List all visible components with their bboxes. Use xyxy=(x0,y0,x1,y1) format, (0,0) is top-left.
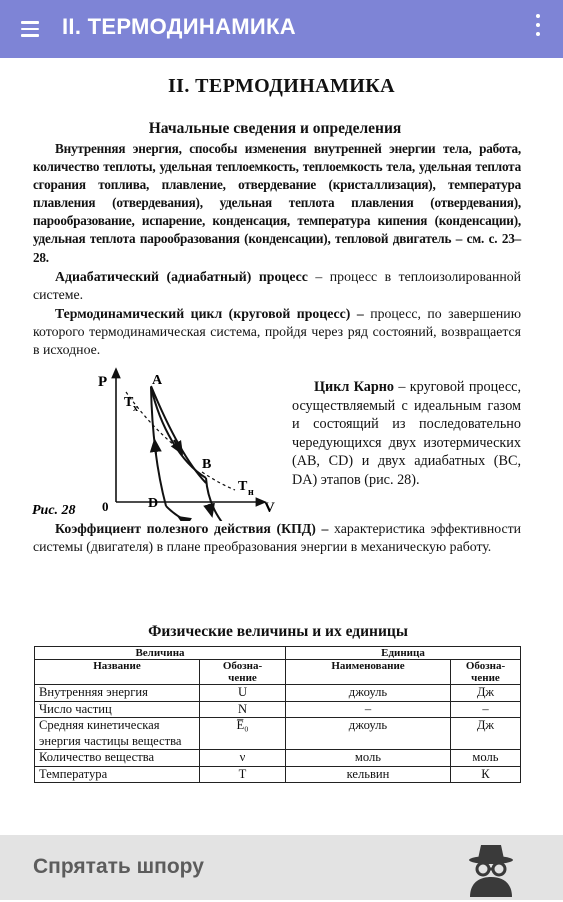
spy-incognito-icon[interactable] xyxy=(467,839,515,897)
point-d-label: D xyxy=(148,496,159,511)
table-group-header-row xyxy=(35,647,521,660)
app-bar-title: II. ТЕРМОДИНАМИКА xyxy=(62,14,296,39)
units-table xyxy=(34,646,521,783)
table-row: Температура T кельвин К xyxy=(35,766,521,783)
intro-paragraph: Внутренняя энергия, способы изменения внутренней энергии тела, работа, количество теплоты, удельная теплоемкость, теплоемкость тела, удельная теплота сгорания топлива, плавление, отвердевание (кристаллизация), температура плавления (отвердевания), удельная теплота плавления (отвердевания), парообразование, испарение, конденсация, температура кипения (конденсации), удельная теплота парообразования (конденсации), тепловой двигатель – см. с. 23–28. xyxy=(33,141,521,265)
section-heading: Начальные сведения и определения xyxy=(148,120,402,137)
tx-label: T xyxy=(124,395,134,410)
origin-label: 0 xyxy=(102,499,109,514)
group-quantity-header: Величина xyxy=(35,647,286,660)
hide-cheatsheet-button[interactable]: Спрятать шпору xyxy=(33,855,204,878)
axis-v-label: V xyxy=(264,500,275,516)
cycle-term: Термодинамический цикл (круговой процесс) – xyxy=(55,306,364,321)
isotherm-ab xyxy=(151,387,206,478)
bottom-bar xyxy=(0,835,563,900)
carnot-cycle-figure xyxy=(30,366,280,521)
adiabat-bc xyxy=(206,478,236,521)
table-row: Количество вещества ν моль моль xyxy=(35,750,521,767)
tx-subscript: x xyxy=(133,403,138,414)
cycle-definition: Термодинамический цикл (круговой процесс) – процесс, по завершению которого термодинамическая система, пройдя через ряд состояний, возвращается в исходное. xyxy=(33,306,521,358)
figure-caption: Рис. 28 xyxy=(32,503,76,518)
col-symbol-header: Обозна- чение xyxy=(200,660,286,685)
table-row: Внутренняя энергия U джоуль Дж xyxy=(35,685,521,702)
table-column-header-row xyxy=(35,660,521,685)
adiabatic-definition: Адиабатический (адиабатный) процесс – процесс в теплоизолированной системе. xyxy=(33,269,521,303)
axis-p-label: P xyxy=(98,374,108,390)
point-b-label: B xyxy=(202,457,212,472)
th-label: T xyxy=(238,479,248,494)
col-unit-name-header: Наименование xyxy=(286,660,451,685)
table-title: Физические величины и их единицы xyxy=(148,623,408,640)
more-vertical-icon[interactable] xyxy=(531,14,545,44)
table-row: Число частиц N – – xyxy=(35,701,521,718)
table-row: Средняя кинетическая энергия частицы вещества E̅₀ джоуль Дж xyxy=(35,718,521,750)
app-bar xyxy=(0,0,563,58)
curve-ab xyxy=(151,386,206,483)
col-unit-symbol-header: Обозна- чение xyxy=(451,660,521,685)
adiabatic-term: Адиабатический (адиабатный) процесс xyxy=(55,269,308,284)
document-view[interactable] xyxy=(0,58,563,835)
efficiency-definition: Коэффициент полезного действия (КПД) – характеристика эффективности системы (двигателя) в плане преобразования энергии в механическую работу. xyxy=(33,521,521,555)
point-a-label: A xyxy=(152,373,163,388)
col-name-header: Название xyxy=(35,660,200,685)
isotherm-cd xyxy=(166,506,236,521)
group-unit-header: Единица xyxy=(286,647,521,660)
carnot-term: Цикл Карно xyxy=(314,379,395,395)
carnot-definition: Цикл Карно – круговой процесс, осуществляемый с идеальным газом и состоящий из последовательно чередующихся двух изотермических (AB, CD) и двух адиабатных (BC, DA) этапов (рис. 28). xyxy=(292,379,522,488)
page-title: II. ТЕРМОДИНАМИКА xyxy=(167,75,395,97)
th-subscript: н xyxy=(248,487,254,498)
hamburger-menu-icon[interactable] xyxy=(18,17,42,41)
efficiency-term: Коэффициент полезного действия (КПД) – xyxy=(55,521,329,536)
